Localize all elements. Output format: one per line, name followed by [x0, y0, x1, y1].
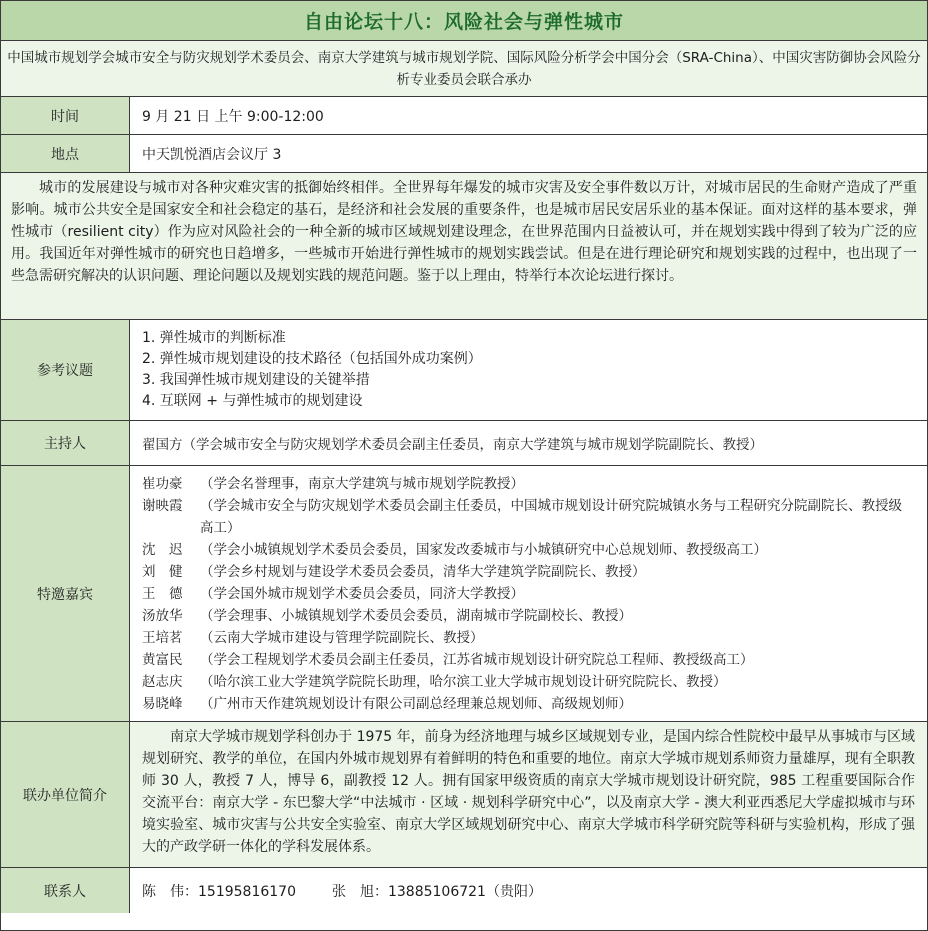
contacts-row: [1, 868, 927, 913]
guest-desc: （学会国外城市规划学术委员会委员，同济大学教授）: [200, 585, 524, 602]
time-value: 9 月 21 日 上午 9:00-12:00: [130, 97, 927, 134]
guests-list: [130, 466, 927, 721]
guest-item: [142, 473, 915, 495]
guest-item: [142, 583, 915, 605]
guest-name: 刘 健: [142, 563, 183, 580]
contact-item: 张 旭：13885106721（贵阳）: [331, 883, 542, 900]
venue-value: 中天凯悦酒店会议厅 3: [130, 135, 927, 172]
guests-row: [1, 466, 927, 722]
overview-paragraph: 城市的发展建设与城市对各种灾难灾害的抵御始终相伴。全世界每年爆发的城市灾害及安全事件数以万计，对城市居民的生命财产造成了严重影响。城市公共安全是国家安全和社会稳定的基石，是经济和社会发展的重要条件，也是城市居民安居乐业的基本保证。面对这样的基本要求，弹性城市（resilient city）作为应对风险社会的一种全新的城市区域规划建设理念，在世界范围内日益被认可，并在规划实践中得到了较为广泛的应用。我国近年对弹性城市的研究也日趋增多，一些城市开始进行弹性城市的规划实践尝试。但是在进行理论研究和规划实践的过程中，也出现了一些急需研究解决的认识问题、理论问题以及规划实践的规范问题。鉴于以上理由，特举行本次论坛进行探讨。: [1, 173, 927, 320]
guest-item: [142, 671, 915, 693]
guest-name: 王培茗: [142, 629, 183, 646]
topic-item: 4. 互联网 + 与弹性城市的规划建设: [142, 393, 363, 409]
guest-name: 王 德: [142, 585, 183, 602]
guests-label: 特邀嘉宾: [1, 466, 130, 721]
guest-name: 赵志庆: [142, 673, 183, 690]
host-row: [1, 421, 927, 466]
topic-item: 2. 弹性城市规划建设的技术路径（包括国外成功案例）: [142, 351, 482, 367]
topics-row: [1, 320, 927, 421]
guest-name: 黄富民: [142, 651, 183, 668]
guest-name: 汤放华: [142, 607, 183, 624]
venue-label: 地点: [1, 135, 130, 172]
topic-item: 1. 弹性城市的判断标准: [142, 330, 286, 346]
guest-name: 崔功豪: [142, 475, 183, 492]
intro-label: 联办单位简介: [1, 722, 130, 867]
contact-item: 陈 伟：15195816170: [142, 883, 296, 900]
host-value: 翟国方（学会城市安全与防灾规划学术委员会副主任委员，南京大学建筑与城市规划学院副院长、教授）: [130, 421, 927, 465]
topics-label: 参考议题: [1, 320, 130, 420]
contacts-label: 联系人: [1, 868, 130, 913]
time-row: [1, 97, 927, 135]
guest-item: [142, 693, 915, 715]
guest-item: [142, 539, 915, 561]
guest-item: [142, 561, 915, 583]
guest-name: 易晓峰: [142, 695, 183, 712]
host-label: 主持人: [1, 421, 130, 465]
forum-title: 自由论坛十八：风险社会与弹性城市: [1, 1, 927, 41]
venue-row: [1, 135, 927, 173]
topic-item: 3. 我国弹性城市规划建设的关键举措: [142, 372, 370, 388]
guest-item: [142, 495, 915, 539]
guest-name: 谢映霞: [142, 497, 183, 514]
guest-desc: （学会城市安全与防灾规划学术委员会副主任委员，中国城市规划设计研究院城镇水务与工程研究分院副院长、教授级高工）: [200, 497, 902, 536]
guest-desc: （哈尔滨工业大学建筑学院院长助理，哈尔滨工业大学城市规划设计研究院院长、教授）: [200, 673, 727, 690]
guest-desc: （云南大学城市建设与管理学院副院长、教授）: [200, 629, 484, 646]
guest-item: [142, 649, 915, 671]
guest-desc: （学会小城镇规划学术委员会委员，国家发改委城市与小城镇研究中心总规划师、教授级高工）: [200, 541, 767, 558]
guest-desc: （广州市天作建筑规划设计有限公司副总经理兼总规划师、高级规划师）: [200, 695, 632, 712]
guest-item: [142, 605, 915, 627]
guest-desc: （学会乡村规划与建设学术委员会委员，清华大学建筑学院副院长、教授）: [200, 563, 646, 580]
time-label: 时间: [1, 97, 130, 134]
guest-desc: （学会名誉理事，南京大学建筑与城市规划学院教授）: [200, 475, 524, 492]
guest-desc: （学会工程规划学术委员会副主任委员，江苏省城市规划设计研究院总工程师、教授级高工）: [200, 651, 754, 668]
guest-desc: （学会理事、小城镇规划学术委员会委员，湖南城市学院副校长、教授）: [200, 607, 632, 624]
intro-row: [1, 722, 927, 868]
contacts-list: [130, 868, 927, 913]
topics-list: [130, 320, 927, 420]
intro-text: 南京大学城市规划学科创办于 1975 年，前身为经济地理与城乡区域规划专业，是国内综合性院校中最早从事城市与区域规划研究、教学的单位，在国内外城市规划界有着鲜明的特色和重要的地位。南京大学城市规划系师资力量雄厚，现有全职教师 30 人，教授 7 人，博导 6，副教授 12 人。拥有国家甲级资质的南京大学城市规划设计研究院，985 工程重要国际合作交流平台：南京大学 - 东巴黎大学“中法城市 · 区域 · 规划科学研究中心”，以及南京大学 - 澳大利亚西悉尼大学虚拟城市与环境实验室、城市灾害与公共安全实验室、南京大学区域规划研究中心、南京大学城市科学研究院等科研与实验机构，形成了强大的产政学研一体化的学科发展体系。: [130, 722, 927, 867]
guest-name: 沈 迟: [142, 541, 183, 558]
guest-item: [142, 627, 915, 649]
organizers-text: 中国城市规划学会城市安全与防灾规划学术委员会、南京大学建筑与城市规划学院、国际风险分析学会中国分会（SRA-China）、中国灾害防御协会风险分析专业委员会联合承办: [1, 41, 927, 97]
